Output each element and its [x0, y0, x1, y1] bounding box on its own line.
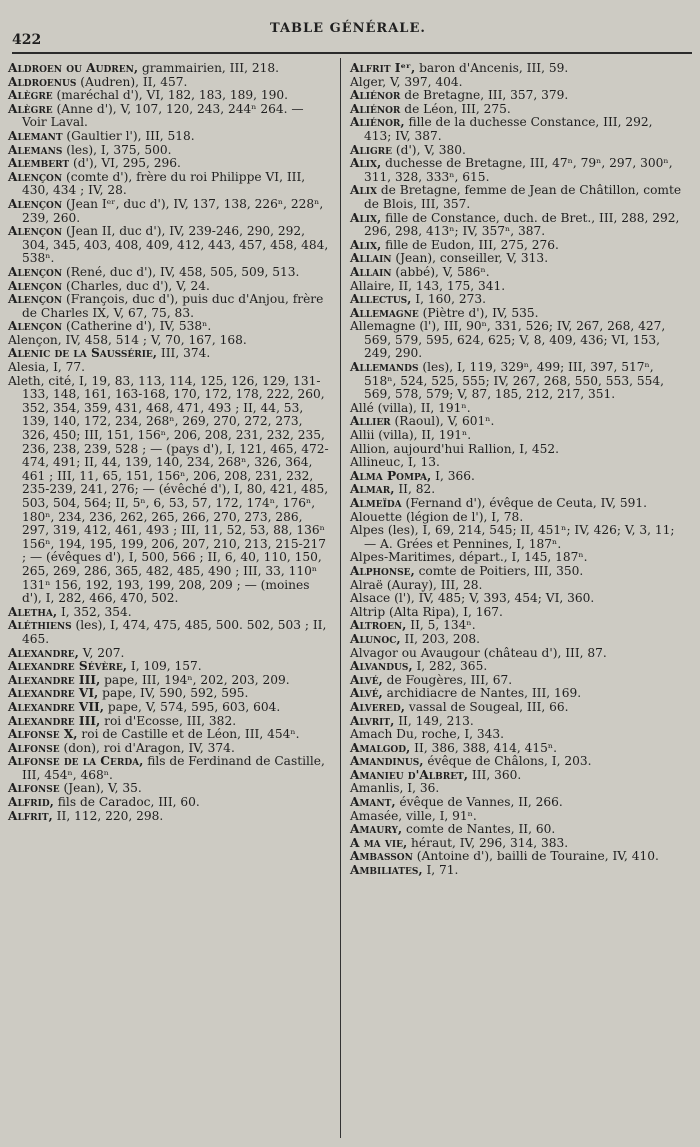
column-divider [340, 58, 341, 1138]
entry-headword: Alençon [8, 196, 63, 211]
entry-references: duchesse de Bretagne, III, 47ⁿ, 79ⁿ, 297, 300ⁿ, 311, 328, 333ⁿ, 615. [364, 156, 673, 184]
index-entry [350, 212, 682, 239]
index-entry [350, 239, 682, 253]
entry-headword: Alvrit, [350, 713, 395, 728]
entry-references: (Jean Iᵉʳ, duc d'), IV, 137, 138, 226ⁿ, 228ⁿ, 239, 260. [22, 196, 324, 225]
entry-references: I, 160, 273. [411, 292, 487, 307]
entry-headword: Allier [350, 414, 391, 429]
entry-references: I, 71. [422, 863, 459, 878]
left-column [8, 62, 332, 823]
entry-headword: Alexandre III, [8, 672, 101, 687]
entry-references: I, 282, 365. [412, 659, 488, 674]
entry-references: Alvagor ou Avaugour (château d'), III, 87. [350, 645, 607, 660]
index-entry [8, 715, 332, 729]
entry-references: Alouette (légion de l'), I, 78. [350, 509, 524, 524]
entry-references: (Gaultier l'), III, 518. [62, 128, 195, 143]
entry-references: pape, V, 574, 595, 603, 604. [104, 699, 281, 714]
index-entry [350, 633, 682, 647]
index-entry [8, 701, 332, 715]
index-entry [350, 823, 682, 837]
index-entry [350, 592, 682, 606]
index-entry [8, 647, 332, 661]
entry-references: (abbé), V, 586ⁿ. [391, 264, 490, 279]
entry-headword: Aletha, [8, 604, 58, 619]
entry-references: (Antoine d'), bailli de Touraine, IV, 410. [412, 849, 659, 864]
index-entry [350, 402, 682, 416]
entry-references: pape, IV, 590, 592, 595. [98, 686, 249, 701]
entry-headword: Alunoc, [350, 631, 401, 646]
entry-references: (Catherine d'), IV, 538ⁿ. [62, 319, 212, 334]
index-entry [8, 810, 332, 824]
index-entry [8, 157, 332, 171]
index-entry [350, 361, 682, 402]
entry-references: Allineuc, I, 13. [350, 455, 440, 470]
index-entry [8, 130, 332, 144]
entry-headword: Amaury, [350, 822, 403, 837]
entry-headword: Alençon [8, 278, 63, 293]
right-column [350, 62, 682, 878]
entry-references: (d'), VI, 295, 296. [69, 156, 181, 171]
index-entry [8, 171, 332, 198]
entry-references: Altrip (Alta Ripa), I, 167. [350, 604, 503, 619]
index-entry [350, 864, 682, 878]
entry-headword: A ma vie, [350, 835, 408, 850]
index-entry [8, 755, 332, 782]
entry-references: fille de Constance, duch. de Bret., III, 288, 292, 296, 298, 413ⁿ; IV, 357ⁿ, 387. [364, 210, 680, 239]
index-entry [350, 470, 682, 484]
index-entry [8, 796, 332, 810]
entry-headword: Altroen, [350, 618, 407, 633]
entry-references: (comte d'), frère du roi Philippe VI, III, 430, 434 ; IV, 28. [22, 169, 306, 198]
entry-headword: Allain [350, 251, 392, 266]
entry-headword: Alvered, [350, 699, 405, 714]
entry-headword: Alençon [8, 319, 63, 334]
index-entry [350, 524, 682, 551]
entry-headword: Alègre [8, 101, 53, 116]
page-number: 422 [12, 32, 42, 48]
entry-references: Alpes-Maritimes, départ., I, 145, 187ⁿ. [350, 550, 588, 565]
index-entry [8, 361, 332, 375]
entry-headword: Aléthiens [8, 618, 72, 633]
index-entry [350, 769, 682, 783]
index-entry [350, 116, 682, 143]
entry-references: Allemagne (l'), III, 90ⁿ, 331, 526; IV, 267, 268, 427, 569, 579, 595, 624, 625; V, 8, 409, 436; VI, 153, 249, 290. [350, 319, 666, 361]
entry-headword: Alexandre, [8, 645, 79, 660]
entry-references: (maréchal d'), VI, 182, 183, 189, 190. [52, 88, 289, 103]
index-entry [350, 62, 682, 76]
entry-headword: Alfrid, [8, 795, 54, 810]
index-entry [8, 742, 332, 756]
entry-headword: Aliénor, [350, 115, 405, 130]
entry-references: comte de Poitiers, III, 350. [414, 563, 584, 578]
entry-references: II, 203, 208. [400, 631, 481, 646]
entry-headword: Aldroen ou Audren, [8, 61, 139, 75]
entry-headword: Alembert [8, 156, 70, 171]
entry-headword: Allemagne [350, 305, 419, 320]
index-entry [8, 660, 332, 674]
index-entry [8, 320, 332, 334]
entry-references: Amasée, ville, I, 91ⁿ. [350, 808, 477, 823]
entry-headword: Alençon [8, 169, 63, 184]
entry-references: de Bretagne, III, 357, 379. [400, 88, 569, 103]
index-entry [8, 293, 332, 320]
entry-references: (don), roi d'Aragon, IV, 374. [59, 740, 235, 755]
entry-headword: Alfrit, [8, 808, 53, 823]
entry-headword: Aliénor [350, 101, 401, 116]
entry-references: III, 374. [157, 346, 211, 361]
entry-references: Allaire, II, 143, 175, 341. [350, 278, 506, 293]
entry-headword: Alvandus, [350, 659, 413, 674]
index-entry [350, 103, 682, 117]
index-entry [350, 280, 682, 294]
index-entry [8, 266, 332, 280]
entry-headword: Alfonse [8, 740, 60, 755]
entry-headword: Ambasson [350, 849, 413, 864]
entry-references: Alsace (l'), IV, 485; V, 393, 454; VI, 360. [350, 591, 595, 606]
index-entry [350, 782, 682, 796]
entry-references: fils de Ferdinand de Castille, III, 454ⁿ, 468ⁿ. [22, 754, 325, 782]
entry-references: héraut, IV, 296, 314, 383. [407, 835, 569, 850]
running-title: TABLE GÉNÉRALE. [270, 21, 426, 36]
entry-headword: Alençon [8, 264, 63, 279]
entry-references: III, 360. [468, 767, 522, 782]
index-entry [8, 687, 332, 701]
index-entry [350, 606, 682, 620]
entry-headword: Aligre [350, 142, 393, 157]
index-entry [8, 347, 332, 361]
entry-references: Amach Du, roche, I, 343. [350, 727, 505, 742]
entry-references: de Fougères, III, 67. [382, 672, 513, 687]
index-entry [350, 443, 682, 457]
entry-headword: Alix [350, 183, 377, 198]
entry-references: I, 109, 157. [127, 659, 202, 674]
index-entry [8, 375, 332, 606]
entry-references: Aleth, cité, I, 19, 83, 113, 114, 125, 126, 129, 131-133, 148, 161, 163-168, 170, 172, 178, 222, 260, 352, 354, 359, 431, 468, 471, 493 ; II, 44, 53, 139, 140, 172, 234, 268ⁿ, 269, 270, 272, 273, 326, 450; III, 151, 156ⁿ, 206, 208, 231, 232, 235, 236, 238, 239, 528 ; — (pays d'), I, 121, 465, 472-474, 491; II, 44, 139, 140, 234, 268ⁿ, 326, 364, 461 ; III, 11, 65, 151, 156ⁿ, 206, 208, 231, 232, 235-239, 241, 276; — (évêché d'), I, 80, 421, 485, 503, 504, 564; II, 5ⁿ, 6, 53, 57, 172, 174ⁿ, 176ⁿ, 180ⁿ, 234, 236, 262, 265, 266, 270, 273, 286, 297, 319, 412, 461, 493 ; III, 11, 52, 53, 88, 136ⁿ 156ⁿ, 194, 195, 199, 206, 207, 210, 213, 215-217 ; — (évêques d'), I, 500, 566 ; II, 6, 40, 110, 150, 265, 269, 286, 365, 482, 485, 490 ; III, 33, 110ⁿ 131ⁿ 156, 192, 193, 199, 208, 209 ; — (moines d'), I, 282, 466, 470, 502. [8, 373, 329, 606]
index-entry [350, 307, 682, 321]
index-entry [8, 782, 332, 796]
index-entry [350, 184, 682, 211]
entry-references: pape, III, 194ⁿ, 202, 203, 209. [100, 672, 290, 687]
index-entry [350, 483, 682, 497]
index-entry [8, 225, 332, 266]
index-entry [8, 62, 332, 76]
entry-references: Alger, V, 397, 404. [350, 74, 463, 89]
entry-references: I, 366. [431, 468, 475, 483]
entry-references: (Jean), V, 35. [59, 781, 142, 796]
index-entry [350, 415, 682, 429]
entry-headword: Alix, [350, 156, 382, 171]
entry-references: (Jean II, duc d'), IV, 239-246, 290, 292, 304, 345, 403, 408, 409, 412, 443, 457, 458, 484, 538ⁿ. [22, 224, 329, 266]
entry-references: II, 82. [394, 482, 436, 497]
index-entry [350, 511, 682, 525]
entry-references: II, 5, 134ⁿ. [406, 618, 476, 633]
entry-headword: Alexandre III, [8, 713, 101, 728]
entry-headword: Alemans [8, 142, 63, 157]
index-entry [350, 619, 682, 633]
entry-headword: Alemant [8, 128, 63, 143]
entry-headword: Alfonse X, [8, 727, 78, 742]
index-entry [350, 755, 682, 769]
index-entry [350, 687, 682, 701]
entry-references: Alesia, I, 77. [8, 360, 86, 375]
entry-references: vassal de Sougeal, III, 66. [404, 699, 569, 714]
entry-headword: Alfonse de la Cerda, [8, 754, 144, 769]
header-rule [12, 52, 692, 54]
index-entry [350, 157, 682, 184]
index-entry [8, 606, 332, 620]
entry-headword: Alfrit Iᵉʳ, [350, 61, 416, 75]
index-entry [350, 810, 682, 824]
entry-headword: Amanieu d'Albret, [350, 767, 468, 782]
entry-headword: Allectus, [350, 292, 412, 307]
index-entry [350, 647, 682, 661]
entry-references: Alençon, IV, 458, 514 ; V, 70, 167, 168. [8, 332, 247, 347]
index-entry [350, 674, 682, 688]
entry-references: Alraë (Auray), III, 28. [350, 577, 483, 592]
index-entry [350, 565, 682, 579]
entry-references: Amanlis, I, 36. [350, 781, 440, 796]
entry-references: fille de la duchesse Constance, III, 292, 413; IV, 387. [364, 115, 653, 143]
entry-headword: Alexandre VII, [8, 699, 105, 714]
index-entry [350, 837, 682, 851]
index-entry [350, 579, 682, 593]
entry-references: Allion, aujourd'hui Rallion, I, 452. [350, 441, 560, 456]
entry-references: archidiacre de Nantes, III, 169. [382, 686, 582, 701]
page-header [0, 14, 700, 50]
entry-references: Allii (villa), II, 191ⁿ. [350, 428, 472, 443]
entry-references: II, 149, 213. [394, 713, 474, 728]
entry-headword: Amandinus, [350, 754, 424, 769]
index-entry [350, 144, 682, 158]
entry-references: fils de Caradoc, III, 60. [53, 795, 200, 810]
entry-headword: Amalgod, [350, 740, 411, 755]
entry-headword: Alphonse, [350, 563, 415, 578]
entry-headword: Allemands [350, 360, 419, 375]
index-entry [350, 456, 682, 470]
entry-headword: Almar, [350, 482, 395, 497]
index-entry [350, 850, 682, 864]
entry-references: (d'), V, 380. [392, 142, 466, 157]
entry-references: V, 207. [78, 645, 125, 660]
index-entry [350, 89, 682, 103]
entry-headword: Aliénor [350, 88, 401, 103]
entry-references: I, 352, 354. [57, 604, 132, 619]
entry-references: évêque de Vannes, II, 266. [395, 795, 563, 810]
index-entry [350, 76, 682, 90]
index-entry [8, 728, 332, 742]
index-entry [8, 334, 332, 348]
entry-references: (les), I, 119, 329ⁿ, 499; III, 397, 517ⁿ, 518ⁿ, 524, 525, 555; IV, 267, 268, 550, 553, 554, 569, 578, 579; V, 87, 185, 212, 217, 351. [364, 360, 664, 402]
entry-headword: Allain [350, 264, 392, 279]
entry-references: baron d'Ancenis, III, 59. [415, 61, 569, 75]
index-entry [8, 103, 332, 130]
entry-references: (Piètre d'), IV, 535. [418, 305, 539, 320]
entry-references: de Léon, III, 275. [400, 101, 511, 116]
entry-references: (Raoul), V, 601ⁿ. [390, 414, 495, 429]
entry-headword: Amant, [350, 795, 396, 810]
entry-headword: Alenic de la Saussérie, [8, 346, 158, 361]
entry-headword: Aldroenus [8, 74, 77, 89]
index-entry [8, 674, 332, 688]
entry-references: (René, duc d'), IV, 458, 505, 509, 513. [62, 264, 300, 279]
entry-headword: Alvé, [350, 686, 383, 701]
entry-headword: Alix, [350, 210, 382, 225]
index-entry [8, 76, 332, 90]
index-entry [350, 252, 682, 266]
index-entry [350, 551, 682, 565]
entry-references: (Charles, duc d'), V, 24. [62, 278, 210, 293]
index-entry [8, 198, 332, 225]
entry-headword: Alexandre VI, [8, 686, 99, 701]
index-entry [350, 742, 682, 756]
entry-references: (les), I, 375, 500. [62, 142, 172, 157]
index-entry [8, 144, 332, 158]
entry-references: fille de Eudon, III, 275, 276. [381, 237, 559, 252]
entry-references: (les), I, 474, 475, 485, 500. 502, 503 ; II, 465. [22, 618, 327, 646]
entry-references: (Jean), conseiller, V, 313. [391, 251, 549, 266]
index-entry [8, 89, 332, 103]
entry-references: Allé (villa), II, 191ⁿ. [350, 400, 471, 415]
index-entry [350, 320, 682, 361]
entry-references: II, 386, 388, 414, 415ⁿ. [410, 740, 558, 755]
entry-headword: Alençon [8, 292, 63, 307]
index-entry [350, 429, 682, 443]
entry-headword: Alix, [350, 237, 382, 252]
entry-headword: Alvé, [350, 672, 383, 687]
index-entry [350, 497, 682, 511]
entry-references: (Fernand d'), évêque de Ceuta, IV, 591. [401, 496, 647, 510]
index-entry [350, 728, 682, 742]
entry-headword: Alexandre Sévère, [8, 659, 127, 674]
entry-references: (Audren), II, 457. [76, 74, 188, 89]
entry-headword: Alègre [8, 88, 53, 103]
entry-references: Alpes (les), I, 69, 214, 545; II, 451ⁿ; IV, 426; V, 3, 11; — A. Grées et Pennines, I, 187ⁿ. [350, 523, 675, 551]
index-entry [350, 715, 682, 729]
entry-references: évêque de Châlons, I, 203. [423, 754, 592, 769]
index-entry [350, 796, 682, 810]
index-entry [350, 293, 682, 307]
entry-references: (François, duc d'), puis duc d'Anjou, frère de Charles IX, V, 67, 75, 83. [22, 292, 324, 320]
entry-references: (Anne d'), V, 107, 120, 243, 244ⁿ 264. — Voir Laval. [22, 101, 304, 130]
entry-references: comte de Nantes, II, 60. [402, 822, 556, 837]
index-entry [8, 280, 332, 294]
entry-headword: Almeïda [350, 496, 402, 510]
entry-references: grammairien, III, 218. [138, 61, 279, 75]
entry-headword: Alma Pompa, [350, 468, 432, 483]
index-entry [8, 619, 332, 646]
entry-headword: Alfonse [8, 781, 60, 796]
entry-references: II, 112, 220, 298. [52, 808, 164, 823]
index-entry [350, 266, 682, 280]
entry-references: de Bretagne, femme de Jean de Châtillon, comte de Blois, III, 357. [364, 183, 682, 211]
entry-headword: Ambiliates, [350, 863, 423, 878]
index-entry [350, 701, 682, 715]
entry-headword: Alençon [8, 224, 63, 239]
entry-references: roi d'Ecosse, III, 382. [100, 713, 237, 728]
entry-references: roi de Castille et de Léon, III, 454ⁿ. [77, 727, 300, 742]
index-entry [350, 660, 682, 674]
